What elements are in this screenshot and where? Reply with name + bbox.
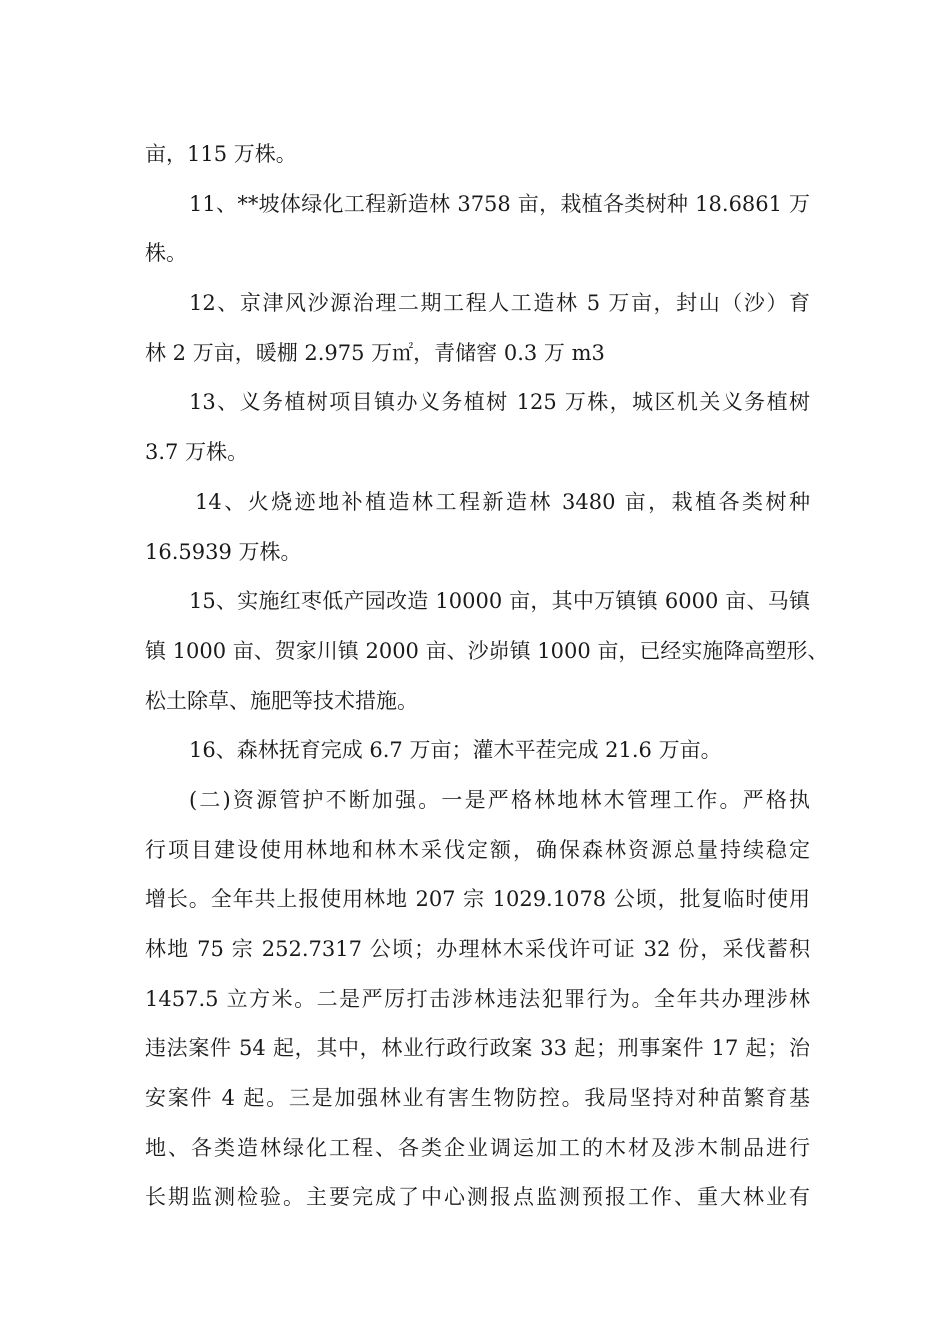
text-line: 林地 75 宗 252.7317 公顷；办理林木采伐许可证 32 份，采伐蓄积 bbox=[145, 937, 810, 961]
text-line: 16.5939 万株。 bbox=[145, 539, 302, 564]
text-line: 16、森林抚育完成 6.7 万亩；灌木平茬完成 21.6 万亩。 bbox=[189, 738, 722, 763]
text-line: 1457.5 立方米。二是严厉打击涉林违法犯罪行为。全年共办理涉林 bbox=[145, 986, 810, 1011]
text-line: 镇 1000 亩、贺家川镇 2000 亩、沙峁镇 1000 亩，已经实施降高塑形、 bbox=[145, 638, 829, 663]
text-line: 增长。全年共上报使用林地 207 宗 1029.1078 公顷，批复临时使用 bbox=[145, 887, 810, 912]
text-line: 14、火烧迹地补植造林工程新造林 3480 亩，栽植各类树种 bbox=[195, 489, 810, 514]
text-line: 长期监测检验。主要完成了中心测报点监测预报工作、重大林业有 bbox=[145, 1185, 810, 1210]
text-line: 地、各类造林绿化工程、各类企业调运加工的木材及涉木制品进行 bbox=[145, 1135, 810, 1160]
text-line: 行项目建设使用林地和林木采伐定额，确保森林资源总量持续稳定 bbox=[145, 837, 810, 862]
text-line: 安案件 4 起。三是加强林业有害生物防控。我局坚持对种苗繁育基 bbox=[145, 1086, 810, 1111]
text-line: 15、实施红枣低产园改造 10000 亩，其中万镇镇 6000 亩、马镇 bbox=[189, 589, 810, 614]
text-line: 13、义务植树项目镇办义务植树 125 万株，城区机关义务植树 bbox=[189, 390, 810, 415]
document-body bbox=[145, 130, 829, 1223]
text-line: 亩，115 万株。 bbox=[145, 142, 297, 166]
text-line: 11、**坡体绿化工程新造林 3758 亩，栽植各类树种 18.6861 万 bbox=[189, 191, 810, 216]
text-line: 3.7 万株。 bbox=[145, 440, 249, 465]
text-line: 12、京津风沙源治理二期工程人工造林 5 万亩，封山（沙）育 bbox=[189, 291, 810, 316]
text-line: 株。 bbox=[145, 241, 187, 266]
text-line: (二)资源管护不断加强。一是严格林地林木管理工作。严格执 bbox=[189, 787, 810, 812]
text-line: 违法案件 54 起，其中，林业行政行政案 33 起；刑事案件 17 起；治 bbox=[145, 1036, 810, 1061]
text-line: 林 2 万亩，暖棚 2.975 万㎡，青储窖 0.3 万 m3 bbox=[145, 340, 605, 365]
text-line: 松土除草、施肥等技术措施。 bbox=[145, 688, 418, 713]
